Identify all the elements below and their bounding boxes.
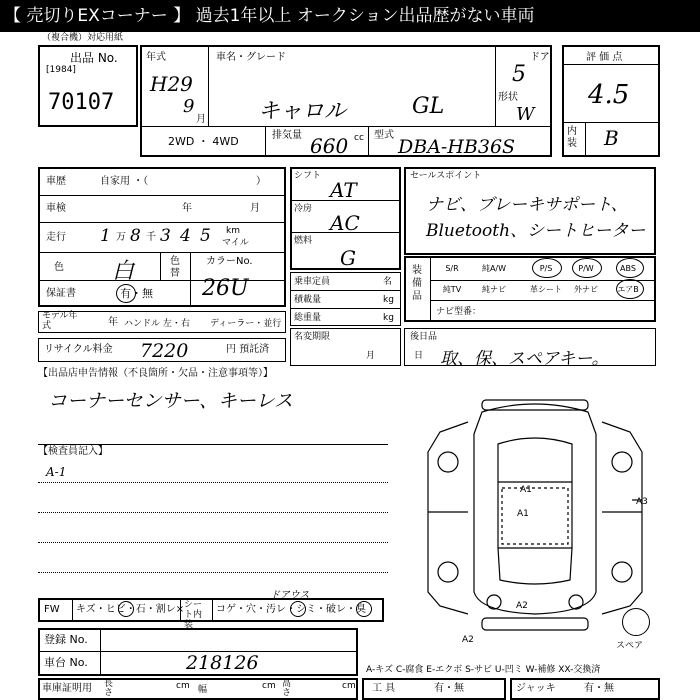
car-damage-diagram: [410, 392, 660, 644]
score-value: 4.5: [588, 80, 630, 110]
after-value: 取、保、スペアキー。: [440, 349, 609, 369]
rear-lamp-left: [487, 595, 501, 609]
displacement-unit: cc: [354, 133, 364, 143]
inspection-year: 年: [182, 203, 192, 214]
circle-airbag: [616, 279, 644, 299]
inspection-month: 月: [250, 203, 260, 214]
warranty-label: 保証書: [46, 288, 76, 299]
cert-height: 高さ: [282, 679, 292, 698]
recycle-value: 7220: [140, 340, 189, 362]
mileage-digit-1: 1: [100, 226, 111, 246]
load-label: 積載量: [294, 295, 322, 305]
seller-notes-value: コーナーセンサー、キーレス: [48, 390, 293, 412]
cert-length: 長さ: [104, 679, 114, 698]
mileage-digit-5: 5: [200, 226, 211, 246]
rear-bumper: [482, 618, 588, 630]
tools-options: 有・無: [434, 683, 464, 694]
circle-ps: [532, 258, 562, 278]
displacement-label: 排気量: [272, 130, 302, 141]
fuel-label: 燃料: [294, 236, 313, 246]
diagram-mark-3: A1: [520, 485, 532, 495]
shape-label: 形状: [498, 92, 518, 103]
mileage-digit-4: 4: [180, 226, 191, 246]
rear-lamp-right: [569, 595, 583, 609]
lot-number: 70107: [48, 90, 115, 115]
score-label: 評 価 点: [586, 52, 623, 63]
circle-seat-1: [290, 601, 306, 617]
doors-value: 5: [512, 62, 526, 87]
after-label: 後日品: [410, 332, 438, 342]
equip-tv: 純TV: [442, 285, 462, 294]
unit-man: 万: [116, 232, 126, 243]
sales-line-1: ナビ、ブレーキサポート、: [426, 195, 628, 215]
interior-label: 内装: [567, 126, 577, 149]
equip-leather: 革シート: [530, 285, 562, 294]
doors-label: ドア: [530, 52, 550, 63]
seat-label: シート内装: [184, 600, 203, 630]
equip-ps: P/S: [539, 264, 553, 273]
history-value: 自家用 ・（: [100, 176, 149, 187]
cert-label: 車庫証明用: [42, 683, 92, 694]
cert-unit-1: cm: [176, 681, 190, 691]
mileage-digit-3: 3: [160, 226, 171, 246]
inspector-notes-value: A-1: [46, 465, 67, 479]
unit-km: km: [226, 226, 240, 236]
diagram-mark-5: A2: [462, 635, 474, 645]
warranty-options: 有・無: [120, 287, 153, 300]
year-value: H29: [150, 72, 193, 96]
equip-navi: 純ナビ: [482, 285, 506, 294]
inspection-label: 車検: [46, 203, 66, 214]
cert-width: 幅: [198, 685, 208, 695]
seat-items: コゲ・穴・汚レ・シミ・破レ・臭: [216, 604, 366, 615]
ac-value: AC: [330, 211, 360, 235]
usage-note: （複合機）対応用紙: [42, 33, 124, 43]
circle-abs: [616, 258, 644, 278]
wheel-fl: [438, 452, 458, 472]
month-unit: 月: [196, 114, 206, 125]
drive-label: 2WD ・ 4WD: [168, 135, 239, 148]
equip-alloy: 純A/W: [481, 264, 507, 273]
model-label: 型式: [374, 130, 394, 141]
interior-value: B: [604, 126, 619, 150]
recycle-label: リサイクル料金: [44, 344, 113, 355]
diagram-mark-1: A1: [517, 509, 529, 519]
sales-label: セールスポイント: [410, 171, 482, 181]
unit-mile: マイル: [222, 238, 249, 248]
shift-label: シフト: [294, 171, 322, 181]
equip-abs: ABS: [620, 264, 636, 273]
spare-tire-icon: [622, 608, 650, 636]
fw-items: キズ・ヒビ・石・割レ×: [76, 604, 185, 615]
color-label: 色: [54, 262, 64, 273]
wheel-fr: [612, 452, 632, 472]
jack-label: ジャッキ: [516, 683, 556, 694]
dealer-label: ディーラー・並行: [210, 319, 282, 329]
unit-sen: 千: [146, 232, 156, 243]
capacity-unit: 名: [383, 277, 393, 287]
deadline-label: 名変期限: [294, 332, 331, 342]
color-value: 白: [112, 259, 135, 284]
navi-model-label: ナビ型番：: [436, 307, 482, 317]
lot-label: 出品 No.: [70, 51, 118, 65]
fuel-value: G: [340, 246, 356, 270]
seller-notes-label: 【出品店申告情報（不良箇所・欠品・注意事項等）】: [38, 368, 273, 379]
handle-label: ハンドル 左・右: [124, 319, 190, 329]
equip-pw: P/W: [578, 264, 594, 273]
right-side-outline: [602, 422, 642, 614]
model-value: DBA-HB36S: [398, 136, 516, 158]
chassis-value: 218126: [186, 652, 259, 674]
year-label: 年式: [146, 52, 166, 63]
ac-label: 冷房: [294, 204, 313, 214]
color-no-label: カラーNo.: [206, 256, 253, 267]
fw-label: FW: [44, 604, 60, 615]
model-year-unit: 年: [108, 317, 118, 328]
weight-unit: kg: [383, 313, 394, 323]
seat-note: ドアウス: [270, 590, 310, 601]
windshield: [498, 438, 572, 482]
circle-pw: [572, 258, 602, 278]
wheel-rl: [438, 562, 458, 582]
tools-label: 工 具: [372, 683, 396, 694]
car-name: キャロル: [258, 99, 347, 124]
reg-label: 登録 No.: [44, 633, 88, 646]
shift-value: AT: [330, 178, 357, 202]
circle-fw: [118, 601, 134, 617]
sales-line-2: Bluetooth、シートヒーター: [426, 221, 646, 241]
name-label: 車名・グレード: [216, 52, 286, 63]
equipment-label: 装備品: [412, 265, 422, 302]
recycle-unit: 円 預託済: [226, 344, 270, 355]
diagram-mark-2: A3: [636, 497, 648, 507]
car-body-outline: [474, 404, 596, 614]
inspector-notes-label: 【検査員記入】: [38, 446, 108, 457]
grade: GL: [412, 94, 445, 119]
shape-value: W: [516, 104, 535, 125]
jack-options: 有・無: [584, 683, 614, 694]
deadline-unit: 月: [366, 351, 376, 361]
left-side-outline: [428, 422, 468, 614]
load-unit: kg: [383, 295, 394, 305]
month-value: 9: [183, 96, 195, 117]
equip-airbag: エアB: [617, 285, 639, 294]
history-label: 車歴: [46, 176, 66, 187]
lot-small: [1984]: [46, 65, 76, 75]
circle-seat-2: [356, 601, 372, 617]
roof-panel: [502, 488, 568, 544]
displacement-value: 660: [310, 134, 349, 158]
banner-title: 【 売切りEXコーナー 】 過去1年以上 オークション出品歴がない車両: [0, 0, 700, 32]
mileage-digit-2: 8: [130, 226, 141, 246]
equip-ext-navi: 外ナビ: [574, 285, 598, 294]
rear-window: [498, 548, 572, 584]
history-close: ）: [256, 176, 266, 187]
diagram-mark-4: A2: [516, 601, 528, 611]
cert-unit-2: cm: [262, 681, 276, 691]
cert-unit-3: cm: [342, 681, 356, 691]
color-no-value: 26U: [202, 276, 249, 301]
equip-sr: S/R: [445, 264, 459, 273]
spare-label: スペア: [616, 641, 644, 651]
warranty-circle: [116, 284, 136, 303]
weight-label: 総重量: [294, 313, 322, 323]
chassis-label: 車台 No.: [44, 656, 88, 669]
deadline-day: 日: [414, 351, 424, 361]
damage-legend: A-キズ C-腐食 E-エクボ S-サビ U-凹ミ W-補修 XX-交換済: [366, 665, 601, 675]
mileage-label: 走行: [46, 232, 66, 243]
wheel-rr: [612, 562, 632, 582]
model-year-label: モデル年式: [42, 311, 78, 331]
color-change-label: 色替: [170, 256, 180, 279]
capacity-label: 乗車定員: [294, 277, 331, 287]
